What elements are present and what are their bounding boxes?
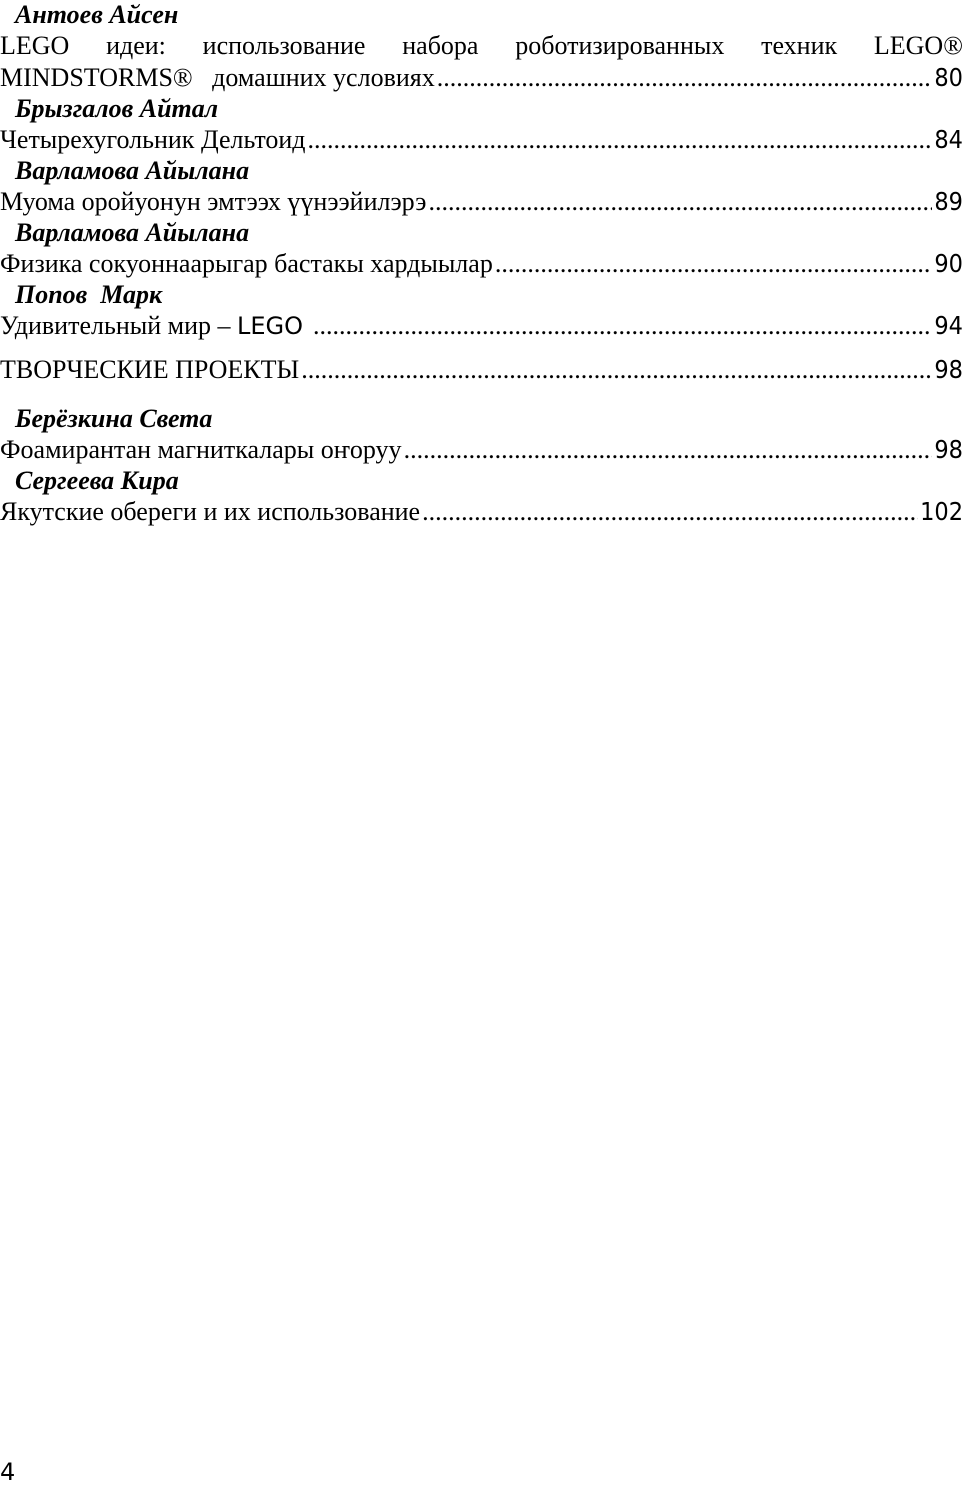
- title-word: техник: [761, 31, 838, 60]
- toc-entry: [0, 404, 963, 466]
- entry-title-line: [0, 434, 963, 466]
- entry-author: Попов Марк: [15, 280, 163, 309]
- entry-title-text: Удивительный мир –: [0, 311, 237, 340]
- entry-author: Варламова Айылана: [15, 156, 250, 185]
- toc-entry: [0, 218, 963, 280]
- title-word: LEGO: [0, 31, 70, 60]
- section-page-number: 98: [934, 355, 963, 384]
- title-word: идеи:: [106, 31, 166, 60]
- dot-leader: [422, 496, 918, 528]
- entry-page-number: 89: [934, 187, 963, 216]
- entry-title-line: [0, 310, 963, 342]
- entry-title-line: [0, 186, 963, 218]
- dot-leader: [437, 62, 933, 94]
- toc-entry: [0, 0, 963, 94]
- entry-title: Физика сокуоннаарыгар бастакы хардыылар: [0, 249, 493, 278]
- entry-title: Муома оройуонун эмтээх үүнээйилэрэ: [0, 187, 427, 216]
- entry-page-number: 90: [934, 249, 963, 278]
- spacer: [0, 388, 963, 404]
- entry-title-line: [0, 30, 963, 62]
- entry-author: Берёзкина Света: [15, 404, 213, 433]
- entry-title: Якутские обереги и их использование: [0, 497, 421, 526]
- entry-title: Фоамирантан магниткалары оҥоруу: [0, 435, 402, 464]
- page-number: 4: [0, 1458, 16, 1486]
- entry-page-number: 98: [934, 435, 963, 464]
- entry-page-number: 94: [934, 311, 963, 340]
- entry-title: [0, 310, 303, 342]
- entry-title: MINDSTORMS® домашних условиях: [0, 63, 435, 92]
- entry-page-number: 102: [920, 497, 963, 526]
- toc-entry: [0, 94, 963, 156]
- section-heading: [0, 354, 963, 388]
- entry-page-number: 80: [934, 63, 963, 92]
- entry-title-line: [0, 248, 963, 280]
- entry-title-line: [0, 496, 963, 528]
- section-title: ТВОРЧЕСКИЕ ПРОЕКТЫ: [0, 355, 300, 384]
- spacer: [0, 342, 963, 354]
- entry-author: Антоев Айсен: [15, 0, 179, 29]
- dot-leader: [308, 124, 933, 156]
- toc-entry: [0, 156, 963, 218]
- table-of-contents: [0, 0, 963, 528]
- entry-title: Четырехугольник Дельтоид: [0, 125, 306, 154]
- entry-page-number: 84: [934, 125, 963, 154]
- title-word: LEGO®: [873, 31, 963, 60]
- dot-leader: [313, 310, 932, 342]
- title-word: роботизированных: [515, 31, 725, 60]
- entry-title-line: [0, 62, 963, 94]
- entry-title-lego: LEGO: [237, 312, 304, 340]
- title-word: набора: [402, 31, 479, 60]
- dot-leader: [301, 354, 932, 386]
- dot-leader: [495, 248, 933, 280]
- entry-author: Сергеева Кира: [15, 466, 179, 495]
- dot-leader: [428, 186, 932, 218]
- entry-title-line: [0, 124, 963, 156]
- toc-entry: [0, 466, 963, 528]
- title-word: использование: [202, 31, 366, 60]
- toc-entry: [0, 280, 963, 342]
- entry-author: Варламова Айылана: [15, 218, 250, 247]
- dot-leader: [404, 434, 933, 466]
- entry-author: Брызгалов Айтал: [15, 94, 219, 123]
